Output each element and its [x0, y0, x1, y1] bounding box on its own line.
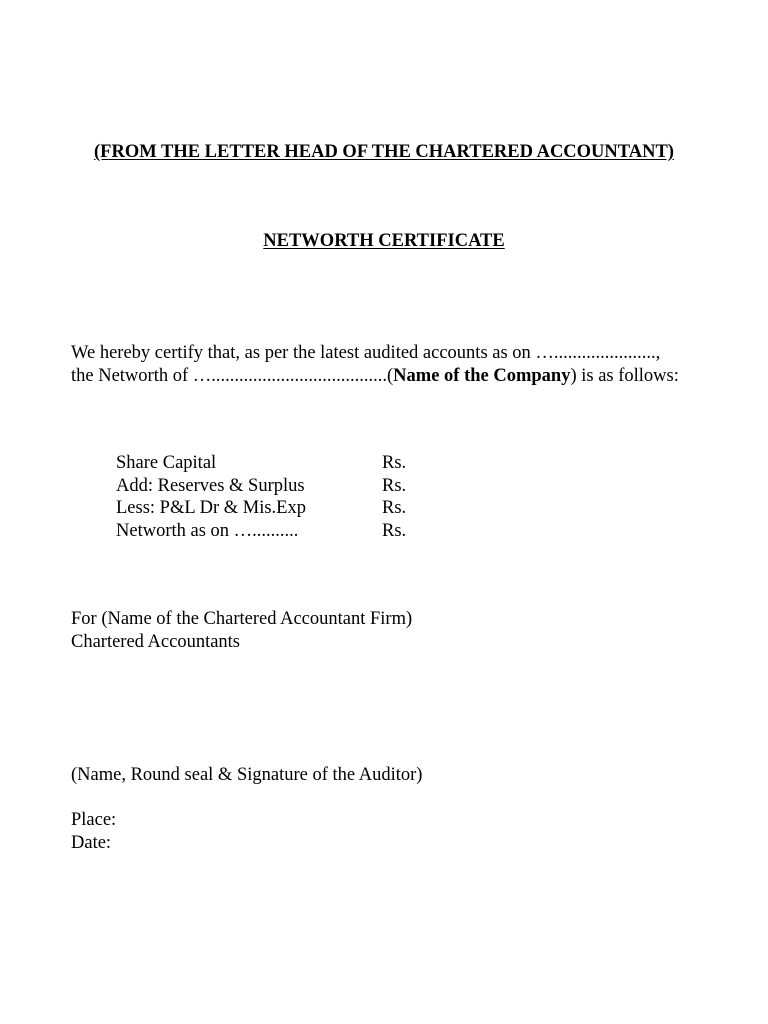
signoff-block — [71, 608, 412, 653]
certification-line-2 — [71, 365, 731, 388]
item-currency: Rs. — [382, 475, 407, 496]
item-label: Less: P&L Dr & Mis.Exp — [116, 498, 306, 518]
place-date-block — [71, 809, 116, 854]
networth-of-text: the Networth of …......................................( — [71, 365, 394, 386]
firm-line: For (Name of the Chartered Accountant Firm) — [71, 609, 413, 629]
item-currency: Rs. — [382, 453, 407, 473]
place-label: Place: — [71, 810, 117, 830]
certification-line-1: We hereby certify that, as per the latest audited accounts as on …......................, — [71, 343, 661, 363]
is-as-follows-text: ) is as follows: — [570, 365, 679, 386]
designation-line: Chartered Accountants — [71, 631, 241, 652]
certification-paragraph — [71, 342, 731, 387]
item-currency: Rs. — [382, 520, 407, 541]
auditor-signature-note: (Name, Round seal & Signature of the Auditor) — [71, 765, 423, 785]
item-label: Add: Reserves & Surplus — [116, 475, 305, 496]
item-label: Networth as on ….......... — [116, 520, 299, 541]
item-label: Share Capital — [116, 453, 217, 473]
company-name-placeholder: Name of the Company — [393, 365, 571, 386]
letterhead-note: (FROM THE LETTER HEAD OF THE CHARTERED ACCOUNTANT) — [94, 142, 674, 162]
item-currency: Rs. — [382, 498, 407, 518]
date-label: Date: — [71, 832, 112, 853]
document-title: NETWORTH CERTIFICATE — [263, 231, 505, 251]
